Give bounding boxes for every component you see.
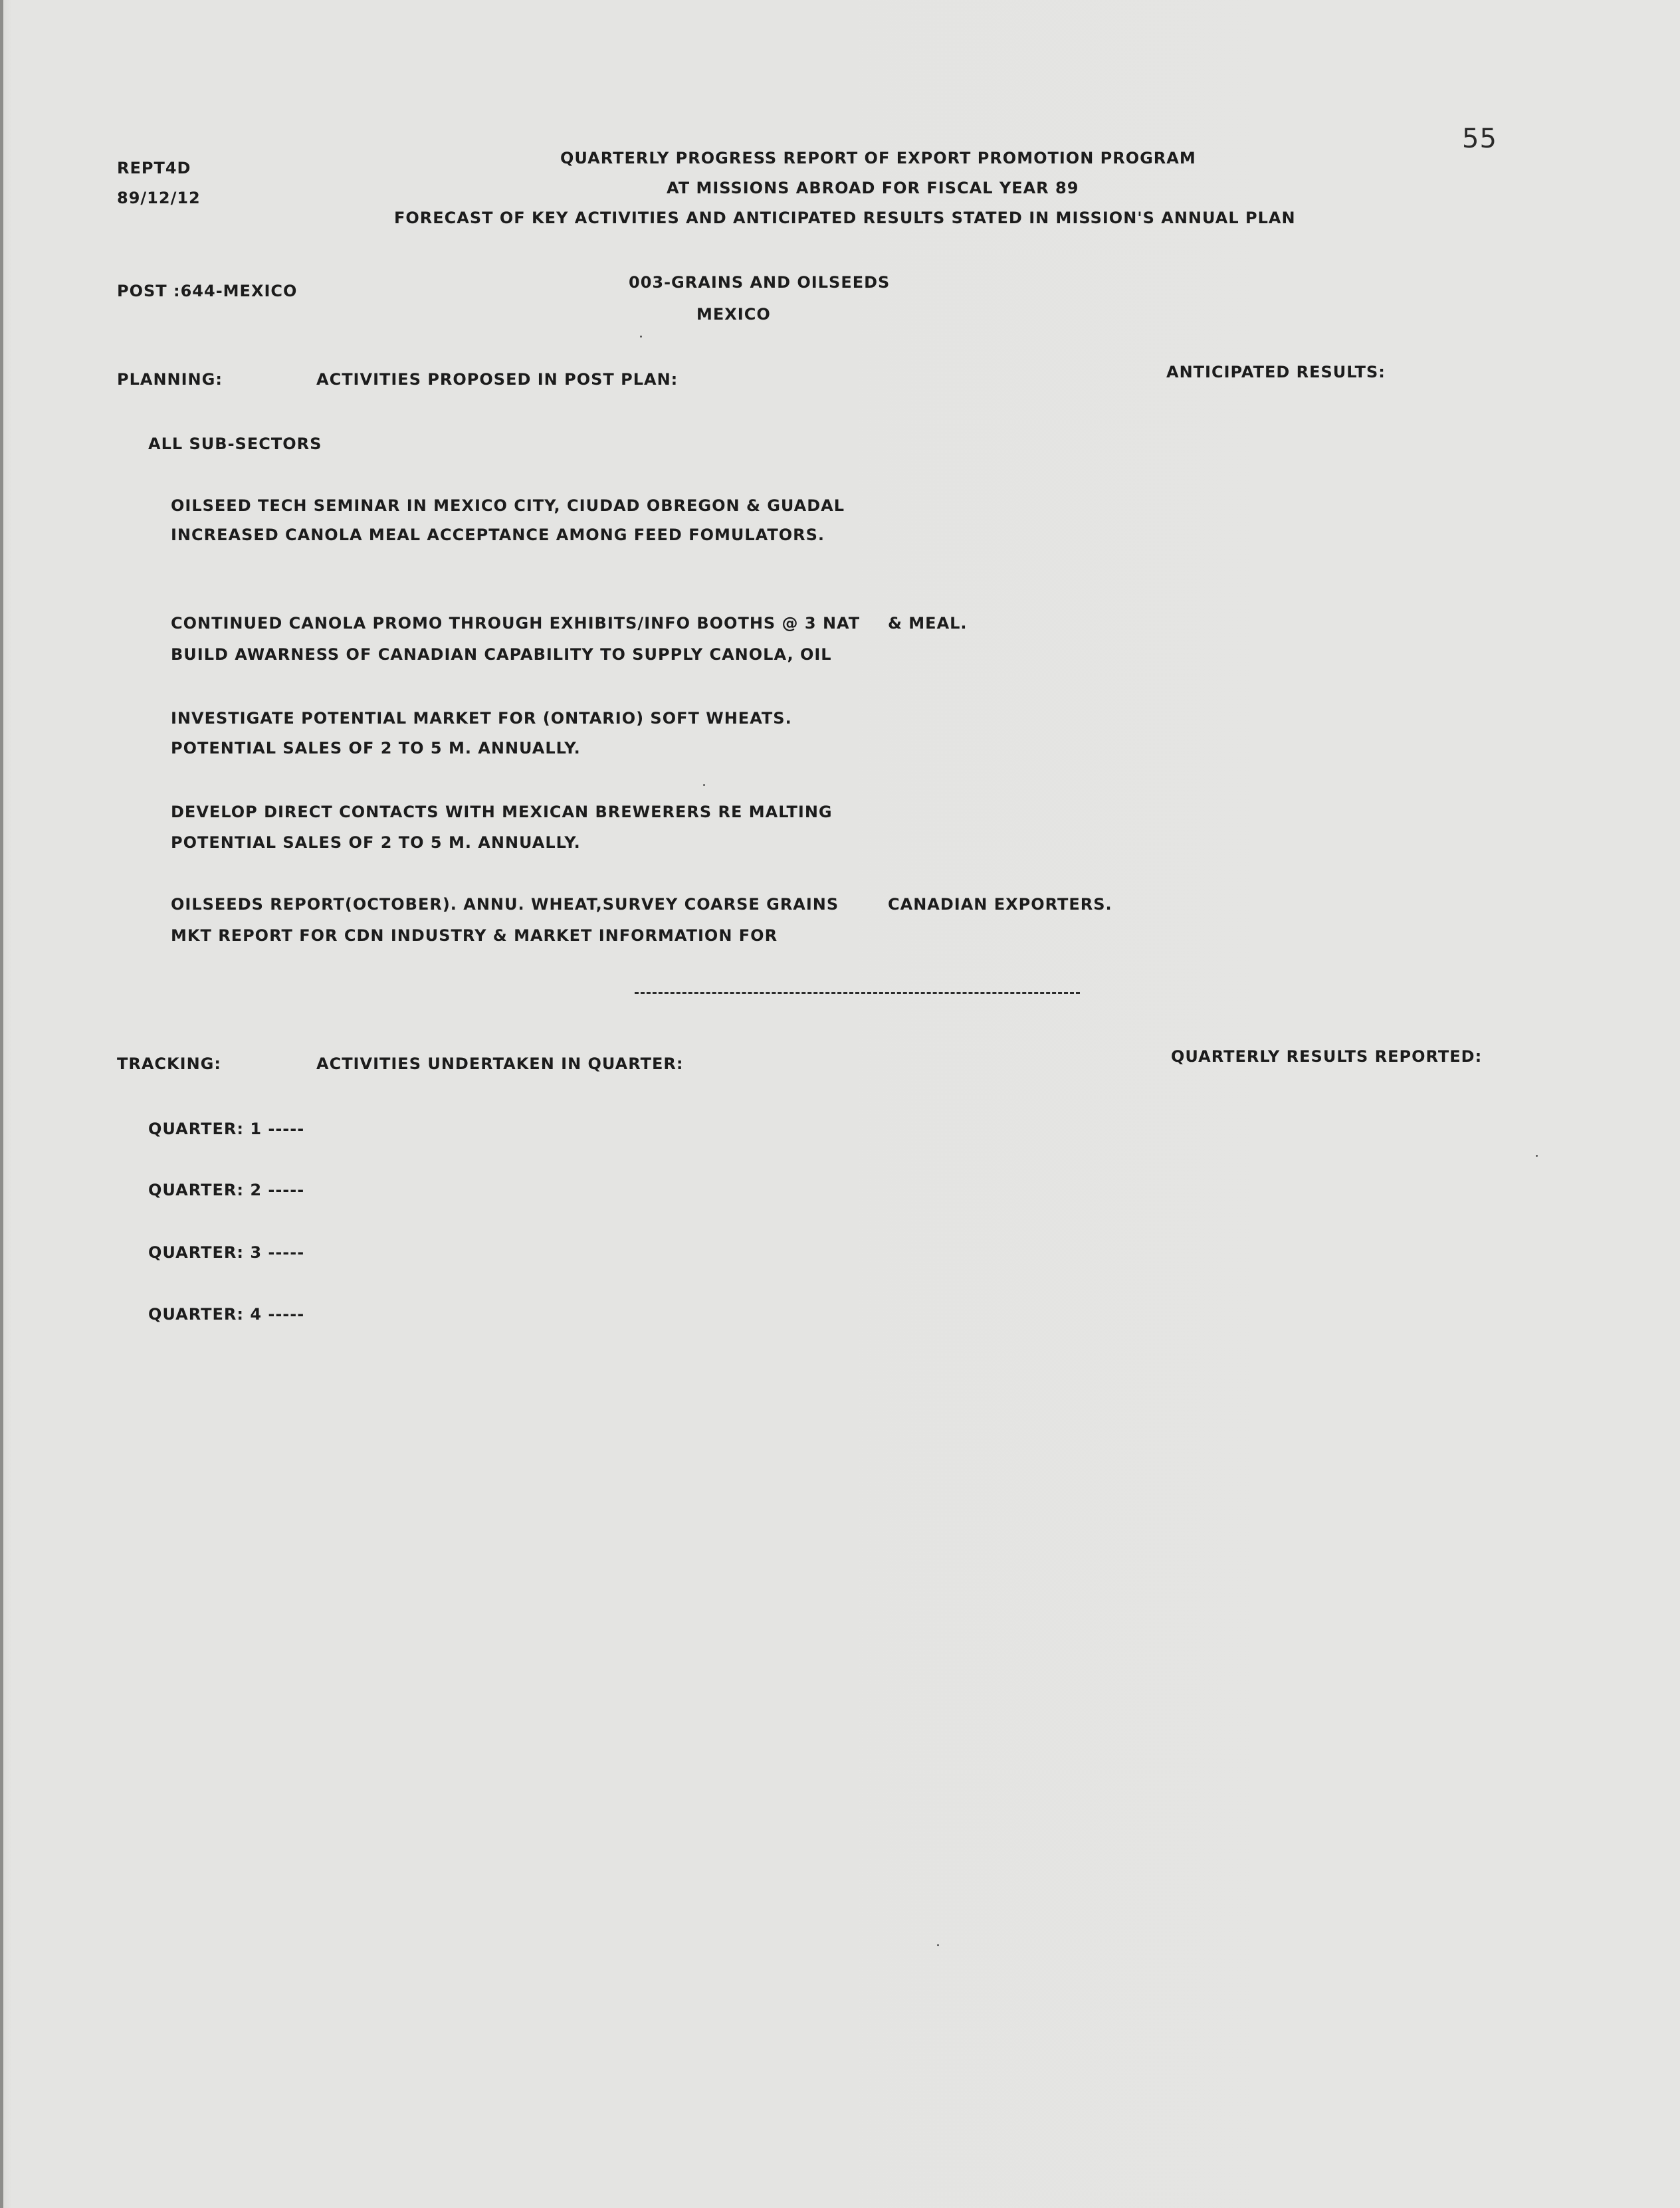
planning-item-result: CANADIAN EXPORTERS. [888,895,1112,914]
quarter-row: QUARTER: 2 ----- [148,1181,305,1199]
scan-speck [640,336,642,338]
report-title-line-1: QUARTERLY PROGRESS REPORT OF EXPORT PROMOTION PROGRAM [560,149,1196,167]
planning-results-heading: ANTICIPATED RESULTS: [1166,363,1386,381]
report-title-line-3: FORECAST OF KEY ACTIVITIES AND ANTICIPATED RESULTS STATED IN MISSION'S ANNUAL PLAN [394,209,1296,227]
planning-item-line-2: POTENTIAL SALES OF 2 TO 5 M. ANNUALLY. [171,833,581,852]
planning-item-line-1: INVESTIGATE POTENTIAL MARKET FOR (ONTARIO) SOFT WHEATS. [171,709,792,728]
report-id: REPT4D [117,159,191,177]
planning-item-line-2: MKT REPORT FOR CDN INDUSTRY & MARKET INFORMATION FOR [171,926,778,945]
page-edge-shadow [0,0,3,2208]
planning-item-line-1: OILSEEDS REPORT(OCTOBER). ANNU. WHEAT,SURVEY COARSE GRAINS [171,895,839,914]
planning-item-line-1: DEVELOP DIRECT CONTACTS WITH MEXICAN BREWERERS RE MALTING [171,803,833,821]
planning-item-line-2: BUILD AWARNESS OF CANADIAN CAPABILITY TO SUPPLY CANOLA, OIL [171,645,832,664]
sector-name: 003-GRAINS AND OILSEEDS [629,273,891,292]
quarter-row: QUARTER: 3 ----- [148,1243,305,1262]
country-name: MEXICO [696,305,771,324]
scan-speck [1536,1155,1538,1157]
tracking-results-heading: QUARTERLY RESULTS REPORTED: [1171,1047,1483,1066]
tracking-activities-heading: ACTIVITIES UNDERTAKEN IN QUARTER: [316,1054,684,1073]
scan-speck [937,1944,939,1946]
planning-activities-heading: ACTIVITIES PROPOSED IN POST PLAN: [316,370,679,389]
report-date: 89/12/12 [117,189,201,207]
planning-item-line-1: OILSEED TECH SEMINAR IN MEXICO CITY, CIUDAD OBREGON & GUADAL [171,496,845,515]
planning-item-line-1: CONTINUED CANOLA PROMO THROUGH EXHIBITS/INFO BOOTHS @ 3 NAT [171,614,861,633]
quarter-row: QUARTER: 4 ----- [148,1305,305,1324]
report-title-line-2: AT MISSIONS ABROAD FOR FISCAL YEAR 89 [667,179,1079,197]
section-separator [635,992,1080,994]
planning-item-line-2: INCREASED CANOLA MEAL ACCEPTANCE AMONG FEED FOMULATORS. [171,526,825,544]
planning-label: PLANNING: [117,370,223,389]
scan-speck [703,784,705,786]
planning-item-result: & MEAL. [888,614,968,633]
post-label: POST :644-MEXICO [117,282,298,300]
quarter-row: QUARTER: 1 ----- [148,1120,305,1138]
tracking-label: TRACKING: [117,1054,221,1073]
page-number: 55 [1462,124,1497,154]
planning-item-line-2: POTENTIAL SALES OF 2 TO 5 M. ANNUALLY. [171,739,581,757]
subsector-label: ALL SUB-SECTORS [148,435,322,453]
